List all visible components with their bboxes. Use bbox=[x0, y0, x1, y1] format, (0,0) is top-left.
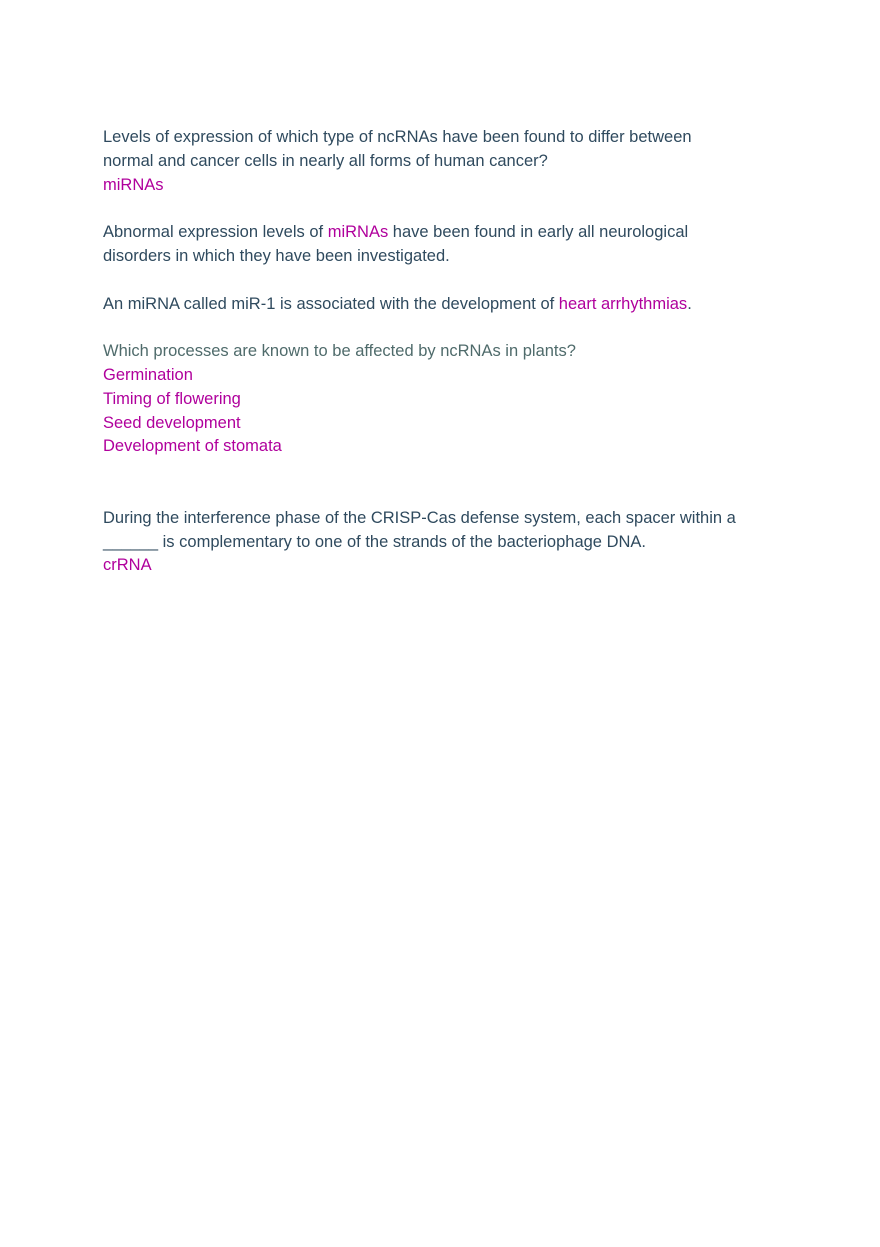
statement-2-line-2: disorders in which they have been investigated. bbox=[103, 246, 450, 265]
statement-2-line-1 bbox=[103, 221, 783, 245]
spacer bbox=[103, 459, 783, 507]
spacer bbox=[103, 269, 783, 293]
statement-3-text-before: An miRNA called miR-1 is associated with the development of bbox=[103, 294, 559, 313]
question-5-line-1: During the interference phase of the CRISP-Cas defense system, each spacer within a bbox=[103, 508, 736, 527]
answer-4-item: Timing of flowering bbox=[103, 389, 241, 408]
answer-4-item: Seed development bbox=[103, 413, 241, 432]
spacer bbox=[103, 316, 783, 340]
question-1-line-2: normal and cancer cells in nearly all forms of human cancer? bbox=[103, 151, 548, 170]
question-1-line-1: Levels of expression of which type of ncRNAs have been found to differ between bbox=[103, 128, 692, 146]
question-5-line-2: ______ is complementary to one of the strands of the bacteriophage DNA. bbox=[103, 532, 646, 551]
answer-1: miRNAs bbox=[103, 175, 164, 194]
question-4: Which processes are known to be affected by ncRNAs in plants? bbox=[103, 342, 576, 361]
spacer bbox=[103, 197, 783, 221]
answer-5: crRNA bbox=[103, 556, 152, 575]
answer-4-item: Development of stomata bbox=[103, 437, 282, 456]
statement-3 bbox=[103, 293, 783, 317]
document-body bbox=[103, 126, 783, 578]
statement-3-text-after: . bbox=[687, 294, 692, 313]
statement-3-highlight: heart arrhythmias bbox=[558, 294, 688, 313]
answer-4-item: Germination bbox=[103, 365, 193, 384]
statement-2-text-before: Abnormal expression levels of bbox=[103, 223, 328, 242]
statement-2-highlight: miRNAs bbox=[327, 223, 389, 242]
statement-2-text-after: have been found in early all neurological bbox=[388, 223, 689, 242]
